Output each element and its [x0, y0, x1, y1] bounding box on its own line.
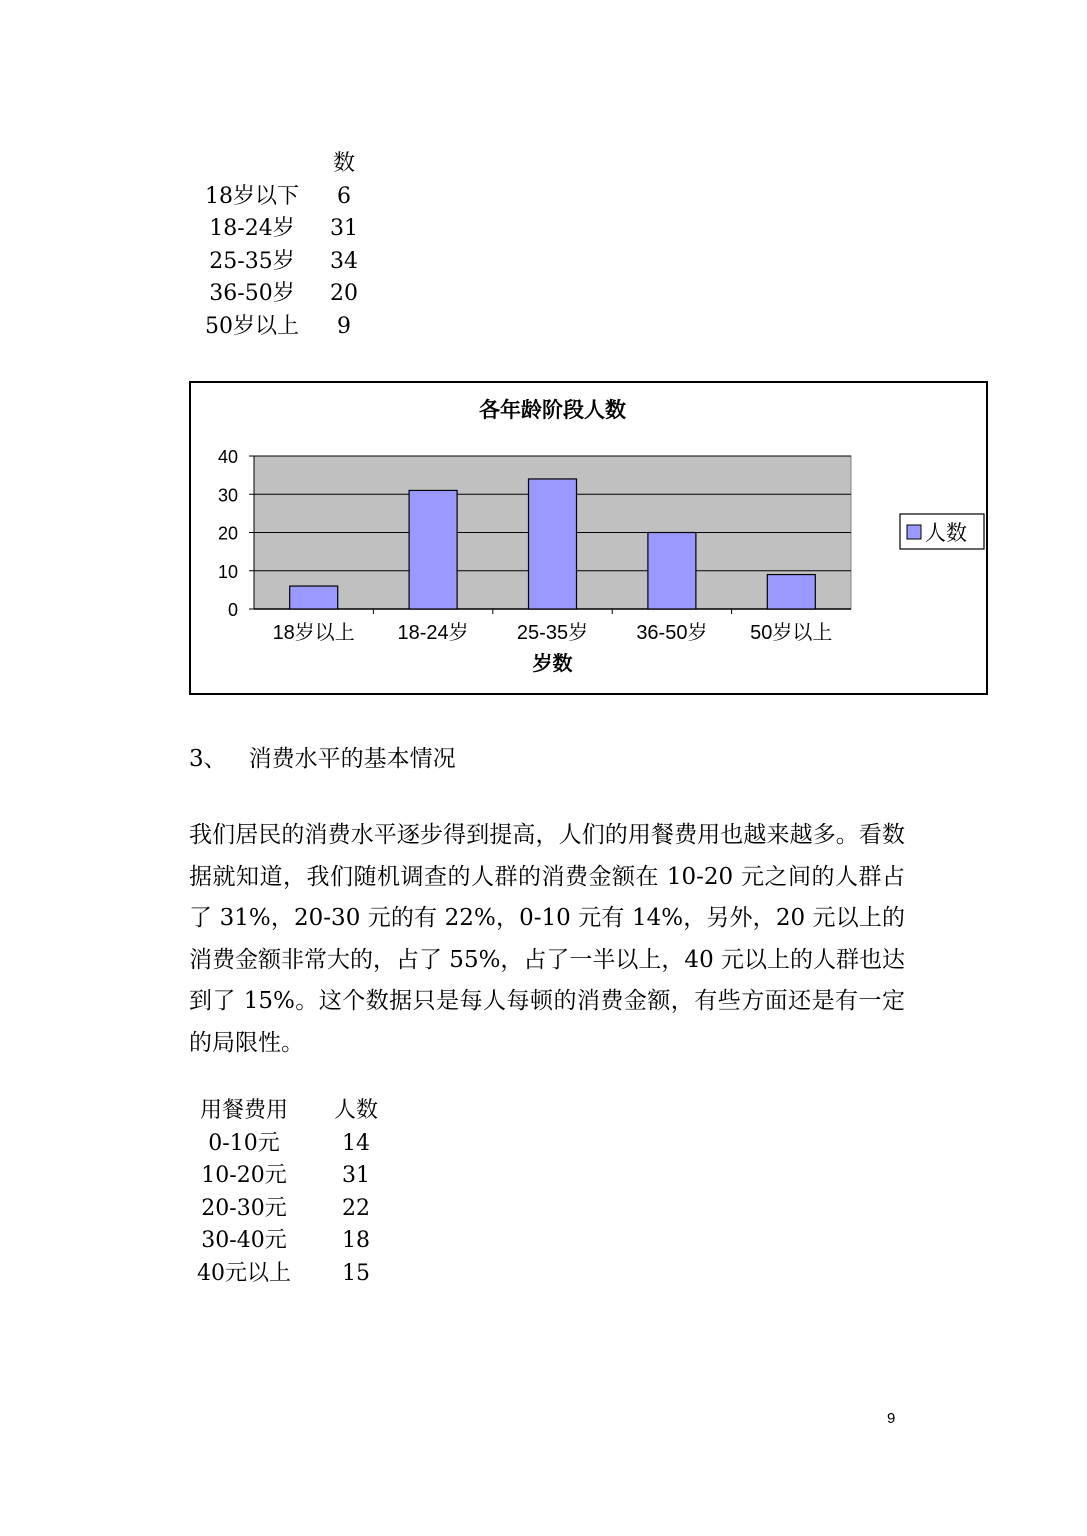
- age-range-cell: 36-50岁: [209, 281, 295, 306]
- count-cell: 14: [342, 1130, 370, 1156]
- table-row: [196, 246, 416, 279]
- table-row: [196, 181, 416, 214]
- spending-range-cell: 20-30元: [201, 1195, 287, 1221]
- table-row: [196, 311, 416, 344]
- chart-title: 各年龄阶段人数: [479, 399, 626, 422]
- count-cell: 6: [337, 183, 351, 209]
- spending-range-cell: 30-40元: [201, 1228, 287, 1253]
- page-number: 9: [887, 1410, 896, 1427]
- bar: [648, 533, 696, 610]
- bar: [529, 479, 577, 609]
- age-range-cell: 18-24岁: [209, 216, 295, 241]
- x-tick-label: 25-35岁: [516, 622, 589, 644]
- age-range-cell: 50岁以上: [205, 313, 299, 339]
- spending-table-header: [186, 1095, 406, 1128]
- spending-range-cell: 10-20元: [201, 1163, 287, 1188]
- count-cell: 15: [342, 1260, 370, 1286]
- count-cell: 34: [330, 248, 358, 274]
- y-tick-label: 10: [217, 561, 238, 582]
- table-row: [186, 1258, 406, 1291]
- age-bar-chart: [189, 381, 988, 695]
- bar: [409, 490, 457, 609]
- bar: [290, 586, 338, 609]
- x-tick-label: 50岁以上: [750, 622, 833, 644]
- count-cell: 22: [342, 1195, 370, 1221]
- y-tick-label: 20: [217, 523, 238, 544]
- section-heading: [189, 740, 456, 773]
- spending-table-header-col1: 用餐费用: [199, 1098, 288, 1123]
- spending-range-cell: 0-10元: [208, 1130, 280, 1156]
- age-table-header-col1: [196, 148, 308, 181]
- x-tick-label: 36-50岁: [636, 622, 708, 644]
- y-tick-label: 30: [217, 485, 238, 506]
- y-tick-label: 40: [217, 447, 238, 467]
- age-table-header-col2: 数: [332, 151, 355, 176]
- legend-label: 人数: [925, 522, 967, 545]
- table-row: [196, 213, 416, 246]
- age-range-cell: 18岁以下: [205, 183, 299, 209]
- count-cell: 9: [337, 313, 351, 339]
- table-row: [196, 278, 416, 311]
- age-range-cell: 25-35岁: [209, 248, 295, 274]
- x-tick-label: 18-24岁: [397, 622, 469, 644]
- count-cell: 18: [342, 1228, 370, 1253]
- table-row: [186, 1193, 406, 1226]
- table-row: [186, 1225, 406, 1258]
- age-table: [196, 148, 416, 343]
- table-row: [186, 1160, 406, 1193]
- section-number: 3、: [189, 746, 227, 772]
- spending-table-header-col2: 人数: [333, 1098, 378, 1123]
- spending-table: [186, 1095, 406, 1290]
- count-cell: 31: [330, 216, 358, 241]
- x-axis-title: 岁数: [532, 653, 573, 675]
- chart-canvas: [191, 383, 986, 693]
- table-row: [186, 1128, 406, 1161]
- legend-swatch: [907, 525, 921, 539]
- count-cell: 20: [330, 281, 358, 306]
- body-paragraph: 我们居民的消费水平逐步得到提高，人们的用餐费用也越来越多。看数据就知道，我们随机调查的人群的消费金额在 10-20 元之间的人群占了 31%，20-30 元的有 22%，0-10 元有 14%，另外，20 元以上的消费金额非常大的，占了 55%，占了一半以上，40 元以上的人群也达到了 15%。这个数据只是每人每顿的消费金额，有些方面还是有一定的局限性。: [189, 822, 906, 1056]
- bar: [767, 575, 815, 609]
- x-tick-label: 18岁以上: [272, 622, 355, 644]
- spending-range-cell: 40元以上: [197, 1260, 291, 1286]
- y-tick-label: 0: [227, 600, 238, 620]
- count-cell: 31: [342, 1163, 370, 1188]
- age-table-header: [196, 148, 416, 181]
- section-title: 消费水平的基本情况: [248, 746, 456, 772]
